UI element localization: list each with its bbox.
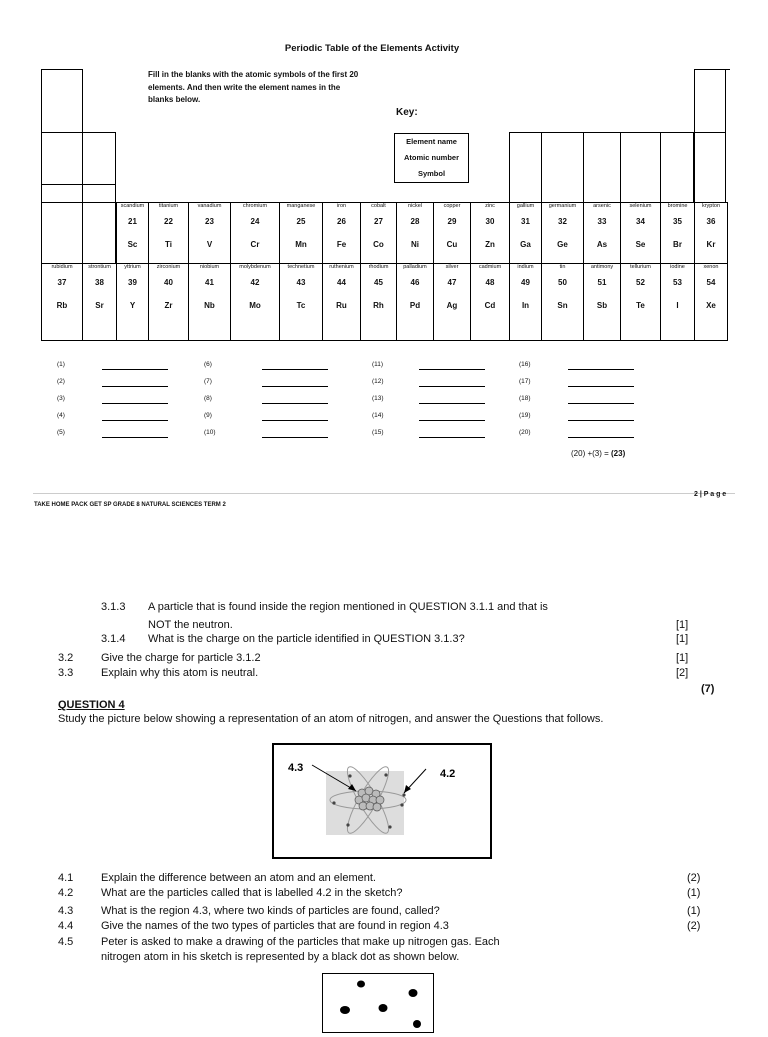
question-number: 3.1.4 <box>101 633 126 645</box>
answer-line[interactable] <box>568 419 634 421</box>
answer-line[interactable] <box>262 368 328 370</box>
element-cell <box>470 202 510 264</box>
atomic-number: 23 <box>205 217 214 226</box>
table-cell-empty <box>583 132 621 203</box>
element-symbol: Se <box>635 240 646 249</box>
element-symbol: Mn <box>295 240 307 249</box>
element-cell <box>694 263 728 341</box>
element-cell <box>541 202 584 264</box>
element-symbol: Y <box>129 301 136 310</box>
element-symbol: Ni <box>411 240 419 249</box>
key-label: Key: <box>396 107 418 118</box>
element-cell <box>433 202 471 264</box>
element-cell <box>360 202 397 264</box>
atomic-number: 51 <box>597 278 607 287</box>
element-name: copper <box>443 203 461 209</box>
question-text: What is the charge on the particle identified in QUESTION 3.1.3? <box>148 633 465 645</box>
question-mark: (2) <box>687 920 701 932</box>
question-text: Give the names of the two types of particles that are found in region 4.3 <box>101 920 449 932</box>
atom-figure <box>272 743 492 859</box>
element-name: iron <box>336 203 347 209</box>
element-name: iodine <box>670 264 685 270</box>
answer-line[interactable] <box>262 385 328 387</box>
blank-number: (4) <box>57 412 65 419</box>
question-mark: [2] <box>676 667 689 679</box>
element-cell <box>396 263 434 341</box>
element-cell <box>583 263 621 341</box>
table-cell-empty <box>509 132 542 203</box>
element-cell <box>322 202 361 264</box>
element-name: vanadium <box>197 203 222 209</box>
question-number: 4.1 <box>58 872 74 884</box>
blank-number: (7) <box>204 378 212 385</box>
question-number: 3.3 <box>58 667 74 679</box>
atomic-number: 37 <box>57 278 67 287</box>
element-cell <box>41 263 83 341</box>
blank-number: (19) <box>519 412 531 419</box>
answer-line[interactable] <box>262 402 328 404</box>
element-cell <box>116 263 149 341</box>
element-symbol: Ga <box>520 240 531 249</box>
blank-number: (15) <box>372 429 384 436</box>
answer-line[interactable] <box>419 402 485 404</box>
element-symbol: V <box>206 240 213 249</box>
element-symbol: Pd <box>409 301 421 310</box>
element-name: rhodium <box>368 264 389 270</box>
atomic-number: 27 <box>374 217 383 226</box>
element-symbol: Sb <box>596 301 608 310</box>
element-name: niobium <box>199 264 220 270</box>
element-symbol: Mo <box>249 301 261 310</box>
answer-line[interactable] <box>419 419 485 421</box>
element-name: manganese <box>286 203 316 209</box>
element-name: cadmium <box>478 264 502 270</box>
question-text: What are the particles called that is labelled 4.2 in the sketch? <box>101 887 403 899</box>
element-symbol: Tc <box>296 301 306 310</box>
element-name: zinc <box>485 203 495 209</box>
element-cell <box>148 202 189 264</box>
element-symbol: Cu <box>446 240 458 249</box>
element-name: molybdenum <box>239 264 271 270</box>
answer-line[interactable] <box>568 368 634 370</box>
element-cell <box>188 202 231 264</box>
key-line: Symbol <box>417 169 446 178</box>
instructions-text: Fill in the blanks with the atomic symbols of the first 20 elements. And then write the element names in the blanks below. <box>148 70 359 104</box>
blank-number: (10) <box>204 429 216 436</box>
blank-number: (11) <box>372 361 384 368</box>
atomic-number: 49 <box>521 278 530 287</box>
question-text: What is the region 4.3, where two kinds of particles are found, called? <box>101 905 440 917</box>
answer-line[interactable] <box>102 402 168 404</box>
element-cell <box>470 263 510 341</box>
question-mark: (2) <box>687 872 701 884</box>
key-line: Atomic number <box>403 153 459 162</box>
atomic-number: 45 <box>374 278 383 287</box>
question-text: Peter is asked to make a drawing of the particles that make up nitrogen gas. Each <box>101 936 500 948</box>
atomic-number: 54 <box>706 278 716 287</box>
footer-text: TAKE HOME PACK GET SP GRADE 8 NATURAL SCIENCES TERM 2 <box>34 502 226 508</box>
answer-line[interactable] <box>419 368 485 370</box>
answer-line[interactable] <box>102 419 168 421</box>
table-cell-empty <box>82 132 116 185</box>
element-symbol: Ru <box>336 301 347 310</box>
question-number: 4.5 <box>58 936 74 948</box>
atomic-number: 36 <box>706 217 716 226</box>
answer-line[interactable] <box>102 436 168 438</box>
table-cell-empty <box>660 132 694 203</box>
question-text: NOT the neutron. <box>148 619 233 631</box>
atomic-number: 33 <box>597 217 607 226</box>
answer-line[interactable] <box>419 385 485 387</box>
atomic-number: 34 <box>636 217 645 226</box>
element-name: titanium <box>158 203 179 209</box>
worksheet-title: Periodic Table of the Elements Activity <box>284 43 460 54</box>
table-cell-empty <box>41 132 83 185</box>
table-cell-empty <box>541 132 584 203</box>
total-marks: (20) +(3) = (23) <box>571 449 626 458</box>
element-symbol: Kr <box>706 240 716 249</box>
element-cell <box>660 263 695 341</box>
atomic-number: 42 <box>250 278 260 287</box>
answer-line[interactable] <box>568 385 634 387</box>
blank-number: (5) <box>57 429 65 436</box>
element-cell <box>279 263 323 341</box>
element-name: germanium <box>548 203 577 209</box>
question-text: Explain the difference between an atom and an element. <box>101 872 376 884</box>
question-number: 4.4 <box>58 920 74 932</box>
table-cell-empty <box>41 202 83 264</box>
atomic-number: 22 <box>164 217 173 226</box>
element-name: technetium <box>287 264 315 270</box>
question-mark: [1] <box>676 652 689 664</box>
table-cell-empty <box>41 69 83 133</box>
atomic-number: 48 <box>485 278 495 287</box>
element-name: scandium <box>120 203 145 209</box>
element-symbol: Br <box>673 240 682 249</box>
element-cell <box>509 263 542 341</box>
atomic-number: 35 <box>673 217 682 226</box>
element-name: strontium <box>88 264 111 270</box>
answer-line[interactable] <box>262 436 328 438</box>
blank-number: (13) <box>372 395 384 402</box>
answer-line[interactable] <box>568 436 634 438</box>
answer-line[interactable] <box>568 402 634 404</box>
blank-number: (20) <box>519 429 531 436</box>
element-name: bromine <box>667 203 688 209</box>
element-cell <box>279 202 323 264</box>
question-text: Explain why this atom is neutral. <box>101 667 259 679</box>
element-name: nickel <box>407 203 423 209</box>
figure-label-4-3: 4.3 <box>288 762 304 774</box>
atomic-number: 32 <box>558 217 567 226</box>
element-name: rubidium <box>51 264 73 270</box>
question-text: Give the charge for particle 3.1.2 <box>101 652 261 664</box>
question-4-heading: QUESTION 4 <box>58 699 125 711</box>
blank-number: (3) <box>57 395 65 402</box>
element-cell <box>188 263 231 341</box>
blank-number: (12) <box>372 378 384 385</box>
element-symbol: Te <box>636 301 645 310</box>
table-cell-empty <box>82 184 116 203</box>
table-cell-empty <box>82 202 116 264</box>
element-name: tellurium <box>630 264 651 270</box>
nitrogen-atom-illustration <box>274 745 490 857</box>
atomic-number: 25 <box>296 217 306 226</box>
question-text: nitrogen atom in his sketch is represented by a black dot as shown below. <box>101 951 460 963</box>
element-name: gallium <box>516 203 535 209</box>
element-cell <box>230 202 280 264</box>
blank-number: (17) <box>519 378 531 385</box>
element-symbol: Xe <box>706 301 716 310</box>
element-cell <box>660 202 695 264</box>
element-cell <box>230 263 280 341</box>
element-cell <box>509 202 542 264</box>
element-cell <box>322 263 361 341</box>
table-cell-empty <box>694 69 726 133</box>
element-symbol: Ti <box>165 240 172 249</box>
element-name: indium <box>517 264 534 270</box>
element-name: tin <box>559 264 566 270</box>
element-symbol: Ge <box>557 240 568 249</box>
element-name: xenon <box>703 264 719 270</box>
element-cell <box>694 202 728 264</box>
key-line: Element name <box>406 137 457 146</box>
element-symbol: Zn <box>485 240 495 249</box>
answer-line[interactable] <box>419 436 485 438</box>
element-name: zirconium <box>156 264 181 270</box>
answer-line[interactable] <box>102 385 168 387</box>
element-name: ruthenium <box>329 264 354 270</box>
element-symbol: In <box>521 301 530 310</box>
atomic-number: 28 <box>410 217 420 226</box>
key-box <box>394 133 469 183</box>
blank-number: (8) <box>204 395 212 402</box>
element-symbol: Co <box>373 240 384 249</box>
table-cell-empty <box>694 132 726 203</box>
question-mark: [1] <box>676 633 689 645</box>
element-name: cobalt <box>371 203 386 209</box>
nitrogen-dots-illustration <box>323 974 433 1032</box>
blank-number: (1) <box>57 361 65 368</box>
answer-line[interactable] <box>102 368 168 370</box>
blank-number: (16) <box>519 361 531 368</box>
element-symbol: Nb <box>204 301 215 310</box>
question-number: 3.2 <box>58 652 74 664</box>
page-divider <box>33 493 735 494</box>
element-name: antimony <box>590 264 614 270</box>
page-number: 2 | P a g e <box>694 491 727 498</box>
atomic-number: 44 <box>337 278 346 287</box>
atomic-number: 47 <box>447 278 457 287</box>
atomic-number: 24 <box>250 217 260 226</box>
element-symbol: Sn <box>557 301 568 310</box>
atomic-number: 52 <box>636 278 645 287</box>
element-symbol: I <box>676 301 679 310</box>
atomic-number: 40 <box>164 278 173 287</box>
question-number: 4.2 <box>58 887 74 899</box>
element-cell <box>620 202 661 264</box>
element-symbol: Rh <box>373 301 384 310</box>
question-text: A particle that is found inside the region mentioned in QUESTION 3.1.1 and that is <box>148 601 548 613</box>
element-cell <box>433 263 471 341</box>
element-cell <box>82 263 117 341</box>
element-name: yttrium <box>124 264 141 270</box>
element-symbol: Sr <box>95 301 104 310</box>
blank-number: (18) <box>519 395 531 402</box>
element-name: palladium <box>403 264 427 270</box>
element-symbol: As <box>596 240 608 249</box>
blank-number: (6) <box>204 361 212 368</box>
table-cell-empty <box>41 184 83 203</box>
section-3-total: (7) <box>701 683 715 695</box>
element-symbol: Fe <box>336 240 347 249</box>
atomic-number: 41 <box>205 278 214 287</box>
atomic-number: 26 <box>337 217 346 226</box>
blank-number: (14) <box>372 412 384 419</box>
atomic-number: 50 <box>558 278 567 287</box>
element-symbol: Cr <box>250 240 260 249</box>
element-name: silver <box>445 264 459 270</box>
answer-line[interactable] <box>262 419 328 421</box>
element-cell <box>620 263 661 341</box>
element-cell <box>148 263 189 341</box>
atomic-number: 29 <box>447 217 457 226</box>
element-cell <box>541 263 584 341</box>
figure-label-4-2: 4.2 <box>440 768 456 780</box>
table-cell-empty <box>620 132 661 203</box>
atomic-number: 43 <box>296 278 306 287</box>
question-mark: (1) <box>687 905 701 917</box>
element-cell <box>360 263 397 341</box>
element-cell <box>116 202 149 264</box>
element-symbol: Sc <box>127 240 138 249</box>
element-symbol: Cd <box>484 301 496 310</box>
element-cell <box>583 202 621 264</box>
element-name: chromium <box>242 203 268 209</box>
question-mark: [1] <box>676 619 689 631</box>
element-cell <box>396 202 434 264</box>
nitrogen-dots-figure <box>322 973 434 1033</box>
atomic-number: 53 <box>673 278 682 287</box>
atomic-number: 21 <box>128 217 137 226</box>
element-name: arsenic <box>593 203 611 209</box>
element-symbol: Rb <box>56 301 68 310</box>
atomic-number: 39 <box>128 278 137 287</box>
question-number: 4.3 <box>58 905 74 917</box>
atomic-number: 38 <box>95 278 104 287</box>
element-name: krypton <box>701 203 721 209</box>
question-mark: (1) <box>687 887 701 899</box>
atomic-number: 46 <box>410 278 420 287</box>
question-number: 3.1.3 <box>101 601 126 613</box>
blank-number: (9) <box>204 412 212 419</box>
blank-number: (2) <box>57 378 65 385</box>
element-name: selenium <box>629 203 652 209</box>
atomic-number: 31 <box>521 217 530 226</box>
element-symbol: Ag <box>446 301 458 310</box>
question-4-intro: Study the picture below showing a representation of an atom of nitrogen, and answer the Questions that follows. <box>58 713 604 725</box>
element-symbol: Zr <box>164 301 173 310</box>
atomic-number: 30 <box>485 217 495 226</box>
